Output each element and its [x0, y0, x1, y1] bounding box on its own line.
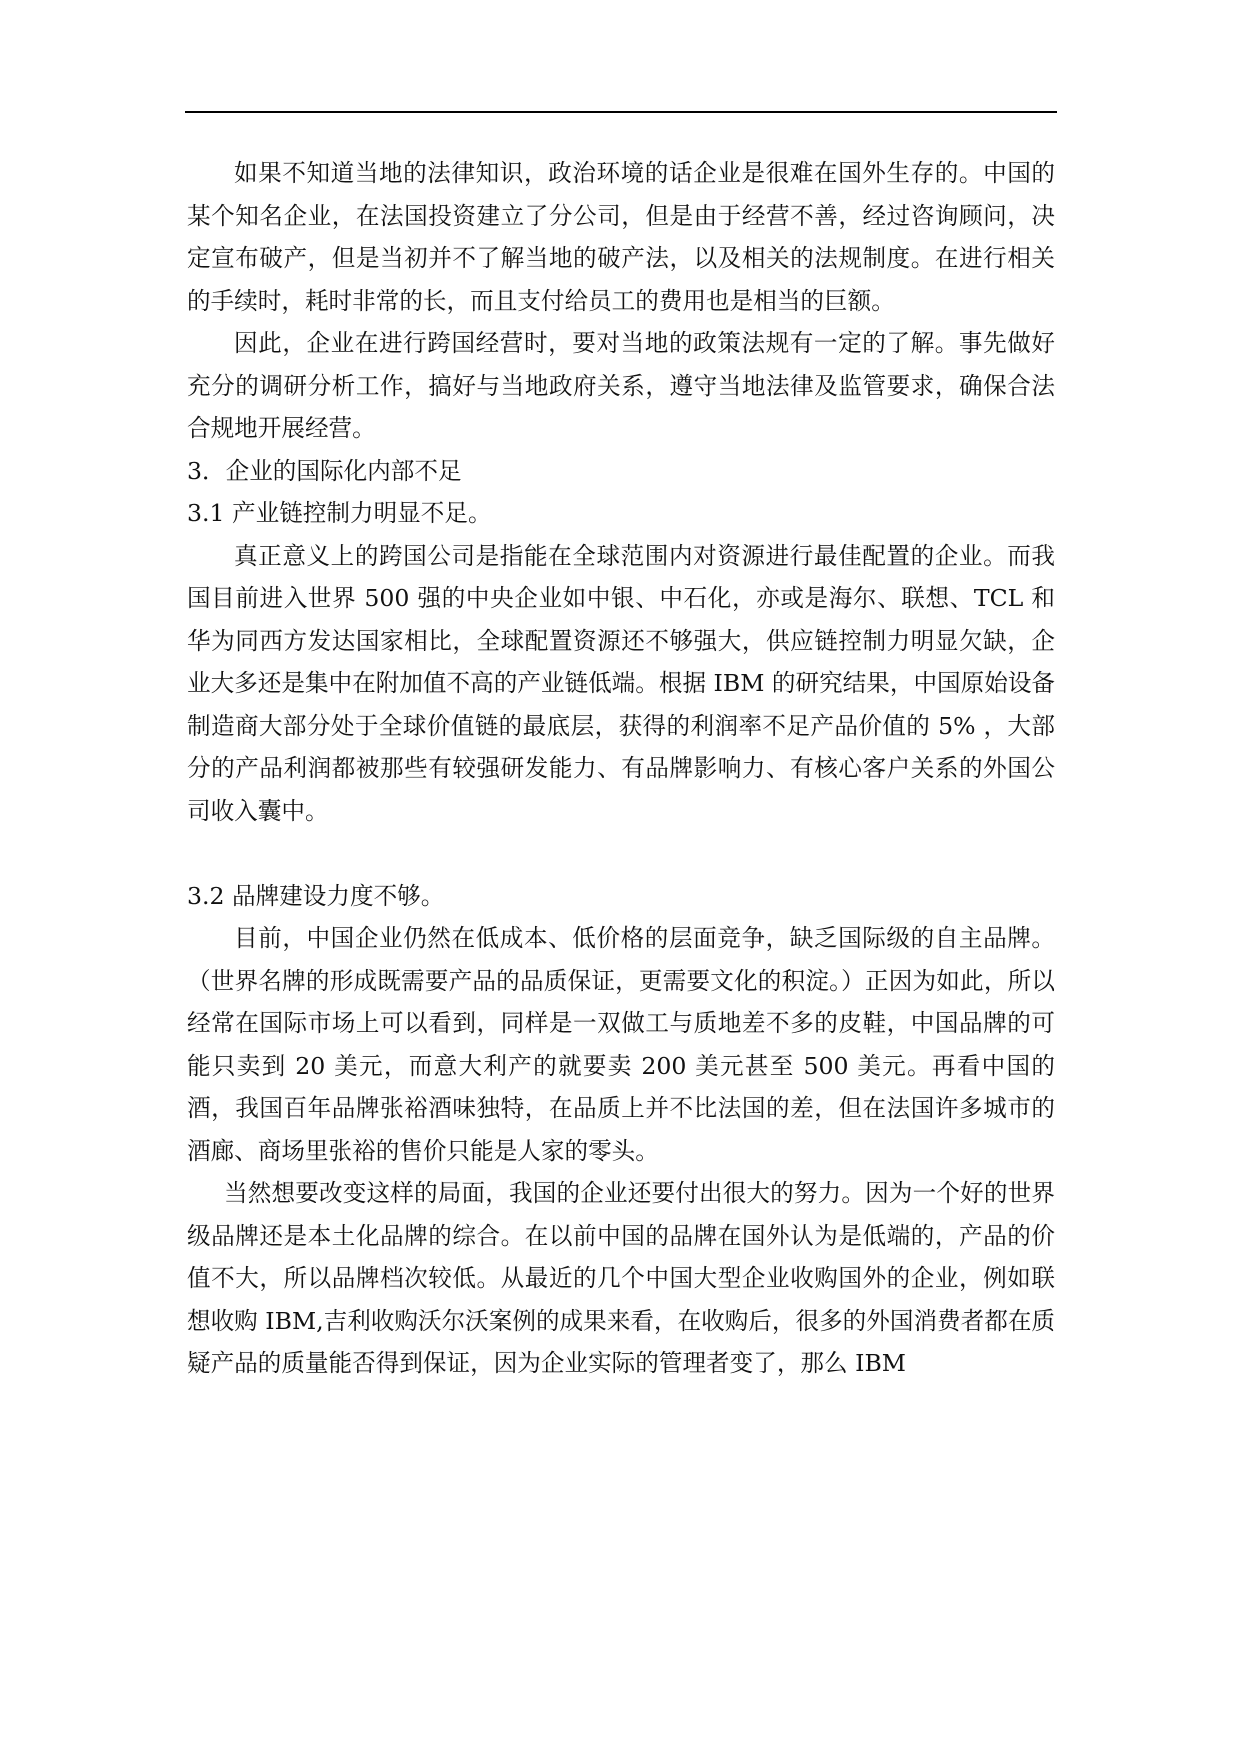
paragraph-brand-building: 目前，中国企业仍然在低成本、低价格的层面竞争，缺乏国际级的自主品牌。（世界名牌的形成既需要产品的品质保证，更需要文化的积淀。）正因为如此，所以经常在国际市场上可以看到，同样是一双做工与质地差不多的皮鞋，中国品牌的可能只卖到 20 美元，而意大利产的就要卖 200 美元甚至 500 美元。再看中国的酒，我国百年品牌张裕酒味独特，在品质上并不比法国的差，但在法国许多城市的酒廊、商场里张裕的售价只能是人家的零头。: [187, 924, 1055, 1165]
subsection-heading-3-2: 3.2 品牌建设力度不够。: [187, 881, 445, 910]
header-rule: [185, 111, 1057, 113]
subsection-heading-3-1: 3.1 产业链控制力明显不足。: [187, 499, 492, 527]
section-heading-3: 3．企业的国际化内部不足: [187, 456, 462, 485]
paragraph-policy-understanding: 因此，企业在进行跨国经营时，要对当地的政策法规有一定的了解。事先做好充分的调研分析工作，搞好与当地政府关系，遵守当地法律及监管要求，确保合法合规地开展经营。: [187, 329, 1055, 442]
document-body: [187, 152, 1055, 1385]
paragraph-legal-environment: 如果不知道当地的法律知识，政治环境的话企业是很难在国外生存的。中国的某个知名企业，在法国投资建立了分公司，但是由于经营不善，经过咨询顾问，决定宣布破产，但是当初并不了解当地的破产法，以及相关的法规制度。在进行相关的手续时，耗时非常的长，而且支付给员工的费用也是相当的巨额。: [187, 159, 1055, 315]
paragraph-brand-improvement: 当然想要改变这样的局面，我国的企业还要付出很大的努力。因为一个好的世界级品牌还是本土化品牌的综合。在以前中国的品牌在国外认为是低端的，产品的价值不大，所以品牌档次较低。从最近的几个中国大型企业收购国外的企业，例如联想收购 IBM,吉利收购沃尔沃案例的成果来看，在收购后，很多的外国消费者都在质疑产品的质量能否得到保证，因为企业实际的管理者变了，那么 IBM: [187, 1179, 1056, 1377]
blank-line: [187, 832, 1055, 875]
paragraph-industry-chain: 真正意义上的跨国公司是指能在全球范围内对资源进行最佳配置的企业。而我国目前进入世界 500 强的中央企业如中银、中石化，亦或是海尔、联想、TCL 和华为同西方发达国家相比，全球配置资源还不够强大，供应链控制力明显欠缺，企业大多还是集中在附加值不高的产业链低端。根据 IBM 的研究结果，中国原始设备制造商大部分处于全球价值链的最底层，获得的利润率不足产品价值的 5% ，大部分的产品利润都被那些有较强研发能力、有品牌影响力、有核心客户关系的外国公司收入囊中。: [187, 541, 1056, 825]
